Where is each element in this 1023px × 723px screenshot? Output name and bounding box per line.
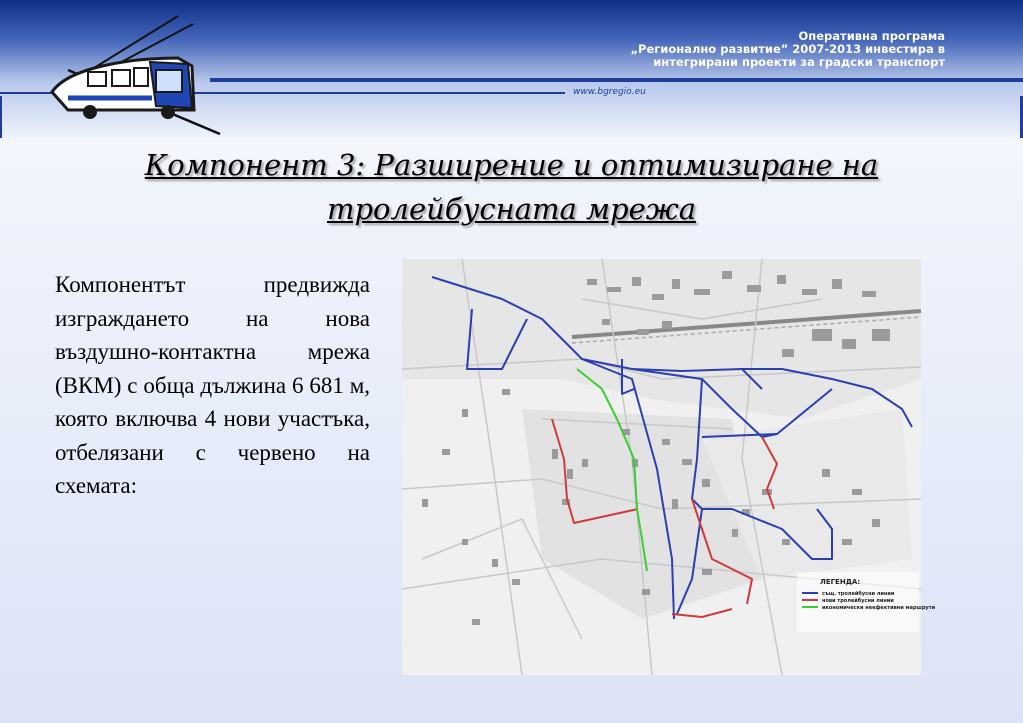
legend-title: ЛЕГЕНДА: (820, 578, 861, 586)
program-line-3: интегрирани проекти за градски транспорт (653, 55, 945, 69)
network-map (402, 259, 936, 675)
header-edge-left (0, 96, 2, 138)
network-map-image (402, 259, 936, 675)
legend-item-inefficient: икономически неефективни маршрути (822, 605, 936, 611)
legend-item-existing: същ. тролейбусни линии (822, 591, 895, 597)
map-legend (797, 572, 936, 632)
slide-body-text: Компонентът предвижда изграждането на нова въздушно-контактна мрежа (ВКМ) с обща дължина 6 681 м, която включва 4 нови участъка, отбелязани с червено на схемата: (55, 272, 370, 498)
program-line-1: Оперативна програма (798, 29, 945, 43)
program-line-2: „Регионално развитие” 2007-2013 инвестира в (630, 42, 945, 56)
slide-title-line-1: Компонент 3: Разширение и оптимизиране на (144, 148, 879, 182)
legend-item-new: нови тролейбусни линии (822, 598, 894, 604)
trolleybus-icon (28, 10, 228, 138)
website-url[interactable]: www.bgregio.eu (573, 87, 646, 97)
header-banner (0, 0, 1023, 138)
header-divider-main (210, 78, 1023, 82)
program-name (630, 30, 945, 69)
slide-title (40, 143, 983, 231)
slide-title-line-2: тролейбусната мрежа (326, 192, 696, 226)
